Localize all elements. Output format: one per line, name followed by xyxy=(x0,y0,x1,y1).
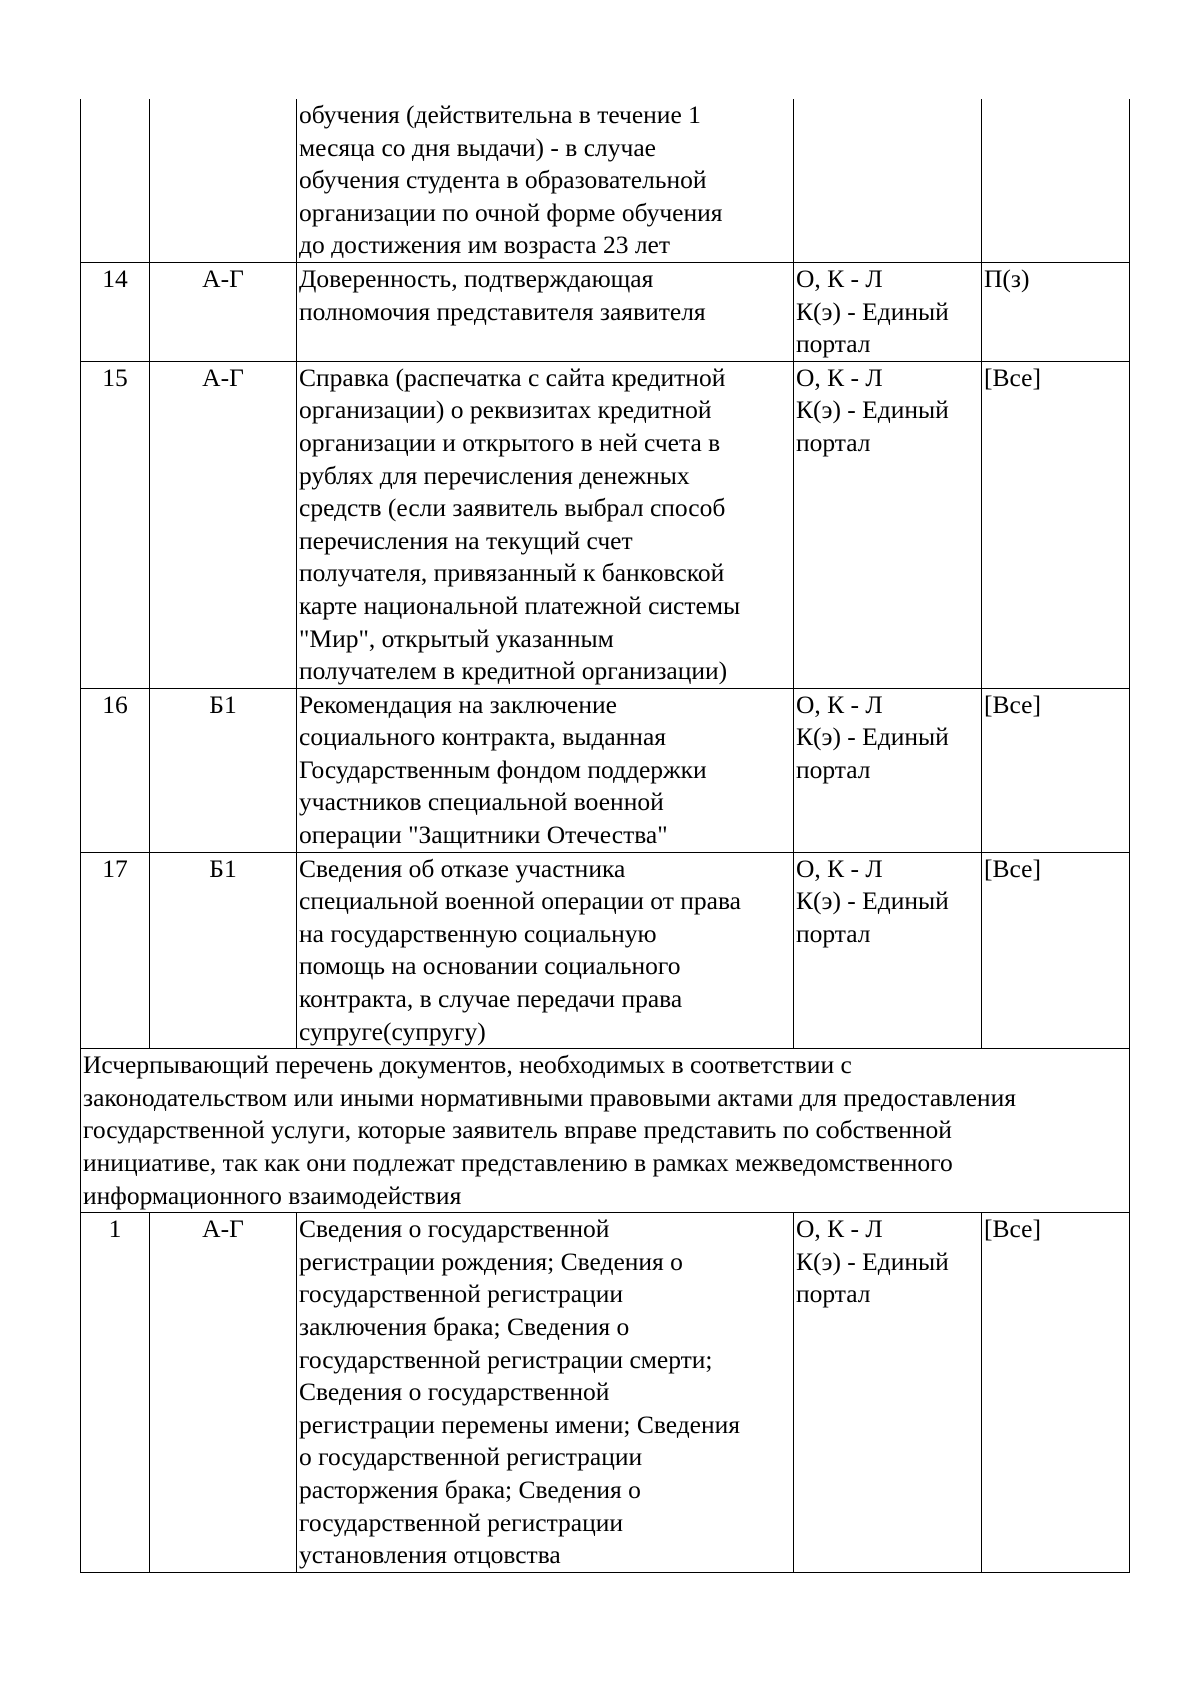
cell-document-name: Сведения об отказе участника специальной военной операции от права на государственную социальную помощь на основании социального контракта, в случае передачи права супруге(супругу) xyxy=(297,852,794,1049)
cell-category: А-Г xyxy=(150,1213,297,1573)
cell-stage: [Все] xyxy=(982,688,1130,852)
cell-category xyxy=(150,99,297,262)
cell-stage xyxy=(982,99,1130,262)
section-heading-row xyxy=(81,1049,1130,1213)
cell-stage: [Все] xyxy=(982,361,1130,688)
cell-document-name: обучения (действительна в течение 1 месяца со дня выдачи) - в случае обучения студента в образовательной организации по очной форме обучения до достижения им возраста 23 лет xyxy=(297,99,794,262)
cell-stage: П(з) xyxy=(982,262,1130,361)
table-row-continuation xyxy=(81,99,1130,262)
table-row xyxy=(81,262,1130,361)
cell-category: А-Г xyxy=(150,361,297,688)
cell-number: 16 xyxy=(81,688,150,852)
cell-number xyxy=(81,99,150,262)
cell-submission-method: О, К - Л К(э) - Единый портал xyxy=(794,1213,982,1573)
cell-stage: [Все] xyxy=(982,1213,1130,1573)
cell-submission-method: О, К - Л К(э) - Единый портал xyxy=(794,688,982,852)
section-heading: Исчерпывающий перечень документов, необходимых в соответствии с законодательством или иными нормативными правовыми актами для предоставления государственной услуги, которые заявитель вправе представить по собственной инициативе, так как они подлежат представлению в рамках межведомственного информационного взаимодействия xyxy=(81,1049,1130,1213)
cell-document-name: Доверенность, подтверждающая полномочия представителя заявителя xyxy=(297,262,794,361)
table-row xyxy=(81,361,1130,688)
cell-category: Б1 xyxy=(150,852,297,1049)
cell-number: 17 xyxy=(81,852,150,1049)
documents-table xyxy=(80,99,1130,1573)
cell-number: 1 xyxy=(81,1213,150,1573)
cell-submission-method: О, К - Л К(э) - Единый портал xyxy=(794,262,982,361)
cell-category: Б1 xyxy=(150,688,297,852)
table-row xyxy=(81,688,1130,852)
cell-document-name: Сведения о государственной регистрации рождения; Сведения о государственной регистрации заключения брака; Сведения о государственной регистрации смерти; Сведения о государственной регистрации перемены имени; Сведения о государственной регистрации расторжения брака; Сведения о государственной регистрации установления отцовства xyxy=(297,1213,794,1573)
cell-category: А-Г xyxy=(150,262,297,361)
cell-stage: [Все] xyxy=(982,852,1130,1049)
cell-submission-method: О, К - Л К(э) - Единый портал xyxy=(794,852,982,1049)
table-row xyxy=(81,852,1130,1049)
cell-submission-method: О, К - Л К(э) - Единый портал xyxy=(794,361,982,688)
cell-submission-method xyxy=(794,99,982,262)
cell-document-name: Справка (распечатка с сайта кредитной организации) о реквизитах кредитной организации и открытого в ней счета в рублях для перечисления денежных средств (если заявитель выбрал способ перечисления на текущий счет получателя, привязанный к банковской карте национальной платежной системы "Мир", открытый указанным получателем в кредитной организации) xyxy=(297,361,794,688)
cell-number: 14 xyxy=(81,262,150,361)
table-row xyxy=(81,1213,1130,1573)
cell-document-name: Рекомендация на заключение социального контракта, выданная Государственным фондом поддержки участников специальной военной операции "Защитники Отечества" xyxy=(297,688,794,852)
cell-number: 15 xyxy=(81,361,150,688)
